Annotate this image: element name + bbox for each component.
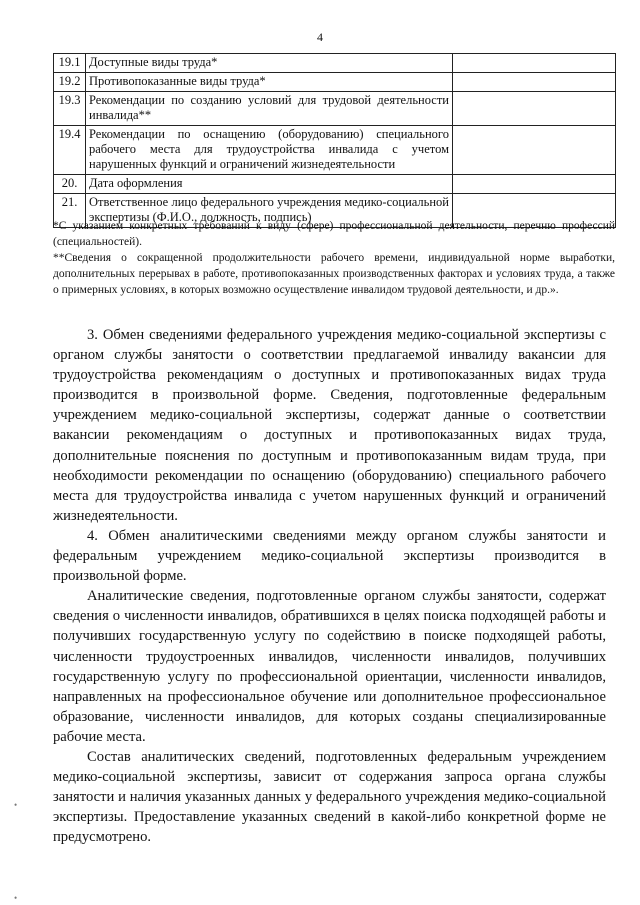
- table-row: [54, 92, 616, 126]
- body-text: [53, 325, 606, 847]
- footnote-single-asterisk: *С указанием конкретных требований к виду (сфере) профессиональной деятельности, перечню профессий (специальностей).: [53, 220, 615, 248]
- table-row: [54, 126, 616, 175]
- table-row: [54, 175, 616, 194]
- page-number: 4: [317, 30, 323, 44]
- table-row: [54, 73, 616, 92]
- table-row: [54, 54, 616, 73]
- footnote-double-asterisk: **Сведения о сокращенной продолжительности рабочего времени, индивидуальной норме выработки, дополнительных перерывах в работе, противопоказанных производственных факторах и условиях труда, а также о примерных условиях, в которых возможно осуществление инвалидом трудовой деятельности, и др.».: [53, 252, 615, 296]
- scan-mark: •: [14, 800, 18, 810]
- paragraph-analytics: Аналитические сведения, подготовленные органом службы занятости, содержат сведения о численности инвалидов, обратившихся в целях поиска подходящей работы и получивших государственную услугу по содействию в поиске подходящей работы, численности трудоустроенных инвалидов, численности инвалидов, получивших государственную услугу по профессиональной ориентации, численности инвалидов, направленных на профессиональное обучение или дополнительное профессиональное образование, численности инвалидов, для которых созданы специализированные рабочие места.: [53, 588, 606, 745]
- row-label: Дата оформления: [86, 175, 453, 194]
- row-number: 21.: [54, 194, 86, 228]
- row-value-cell: [453, 92, 616, 126]
- row-number: 19.3: [54, 92, 86, 126]
- row-number: 19.2: [54, 73, 86, 92]
- row-number: 20.: [54, 175, 86, 194]
- scan-mark: •: [14, 893, 18, 903]
- row-label: Доступные виды труда*: [86, 54, 453, 73]
- row-label: Ответственное лицо федерального учреждения медико-социальной экспертизы (Ф.И.О., должность, подпись): [86, 194, 453, 228]
- row-value-cell: [453, 175, 616, 194]
- row-label: Противопоказанные виды труда*: [86, 73, 453, 92]
- footnotes: [53, 218, 615, 298]
- row-number: 19.1: [54, 54, 86, 73]
- row-value-cell: [453, 54, 616, 73]
- paragraph-4: 4. Обмен аналитическими сведениями между органом службы занятости и федеральным учреждением медико-социальной экспертизы производится в произвольной форме.: [53, 527, 606, 585]
- row-number: 19.4: [54, 126, 86, 175]
- form-fields-table: [53, 53, 616, 228]
- row-value-cell: [453, 126, 616, 175]
- row-value-cell: [453, 73, 616, 92]
- paragraph-3: 3. Обмен сведениями федерального учреждения медико-социальной экспертизы с органом службы занятости о соответствии предлагаемой инвалиду вакансии для трудоустройства рекомендациям о доступных и противопоказанных видах труда производится в произвольной форме. Сведения, подготовленные федеральным учреждением медико-социальной экспертизы, содержат данные о соответствии вакансии рекомендациям о доступных и противопоказанных видах труда, дополнительные пояснения по доступным и противопоказанным видам труда, при необходимости рекомендации по оснащению (оборудованию) специального рабочего места для трудоустройства инвалида с учетом нарушенных функций и ограничений жизнедеятельности.: [53, 327, 606, 524]
- paragraph-composition: Состав аналитических сведений, подготовленных федеральным учреждением медико-социальной экспертизы, зависит от содержания запроса органа службы занятости и наличия указанных данных у федерального учреждения медико-социальной экспертизы. Предоставление указанных сведений в какой-либо конкретной форме не предусмотрено.: [53, 748, 606, 846]
- row-label: Рекомендации по оснащению (оборудованию) специального рабочего места для трудоустройства инвалида с учетом нарушенных функций и ограничений жизнедеятельности: [86, 126, 453, 175]
- row-label: Рекомендации по созданию условий для трудовой деятельности инвалида**: [86, 92, 453, 126]
